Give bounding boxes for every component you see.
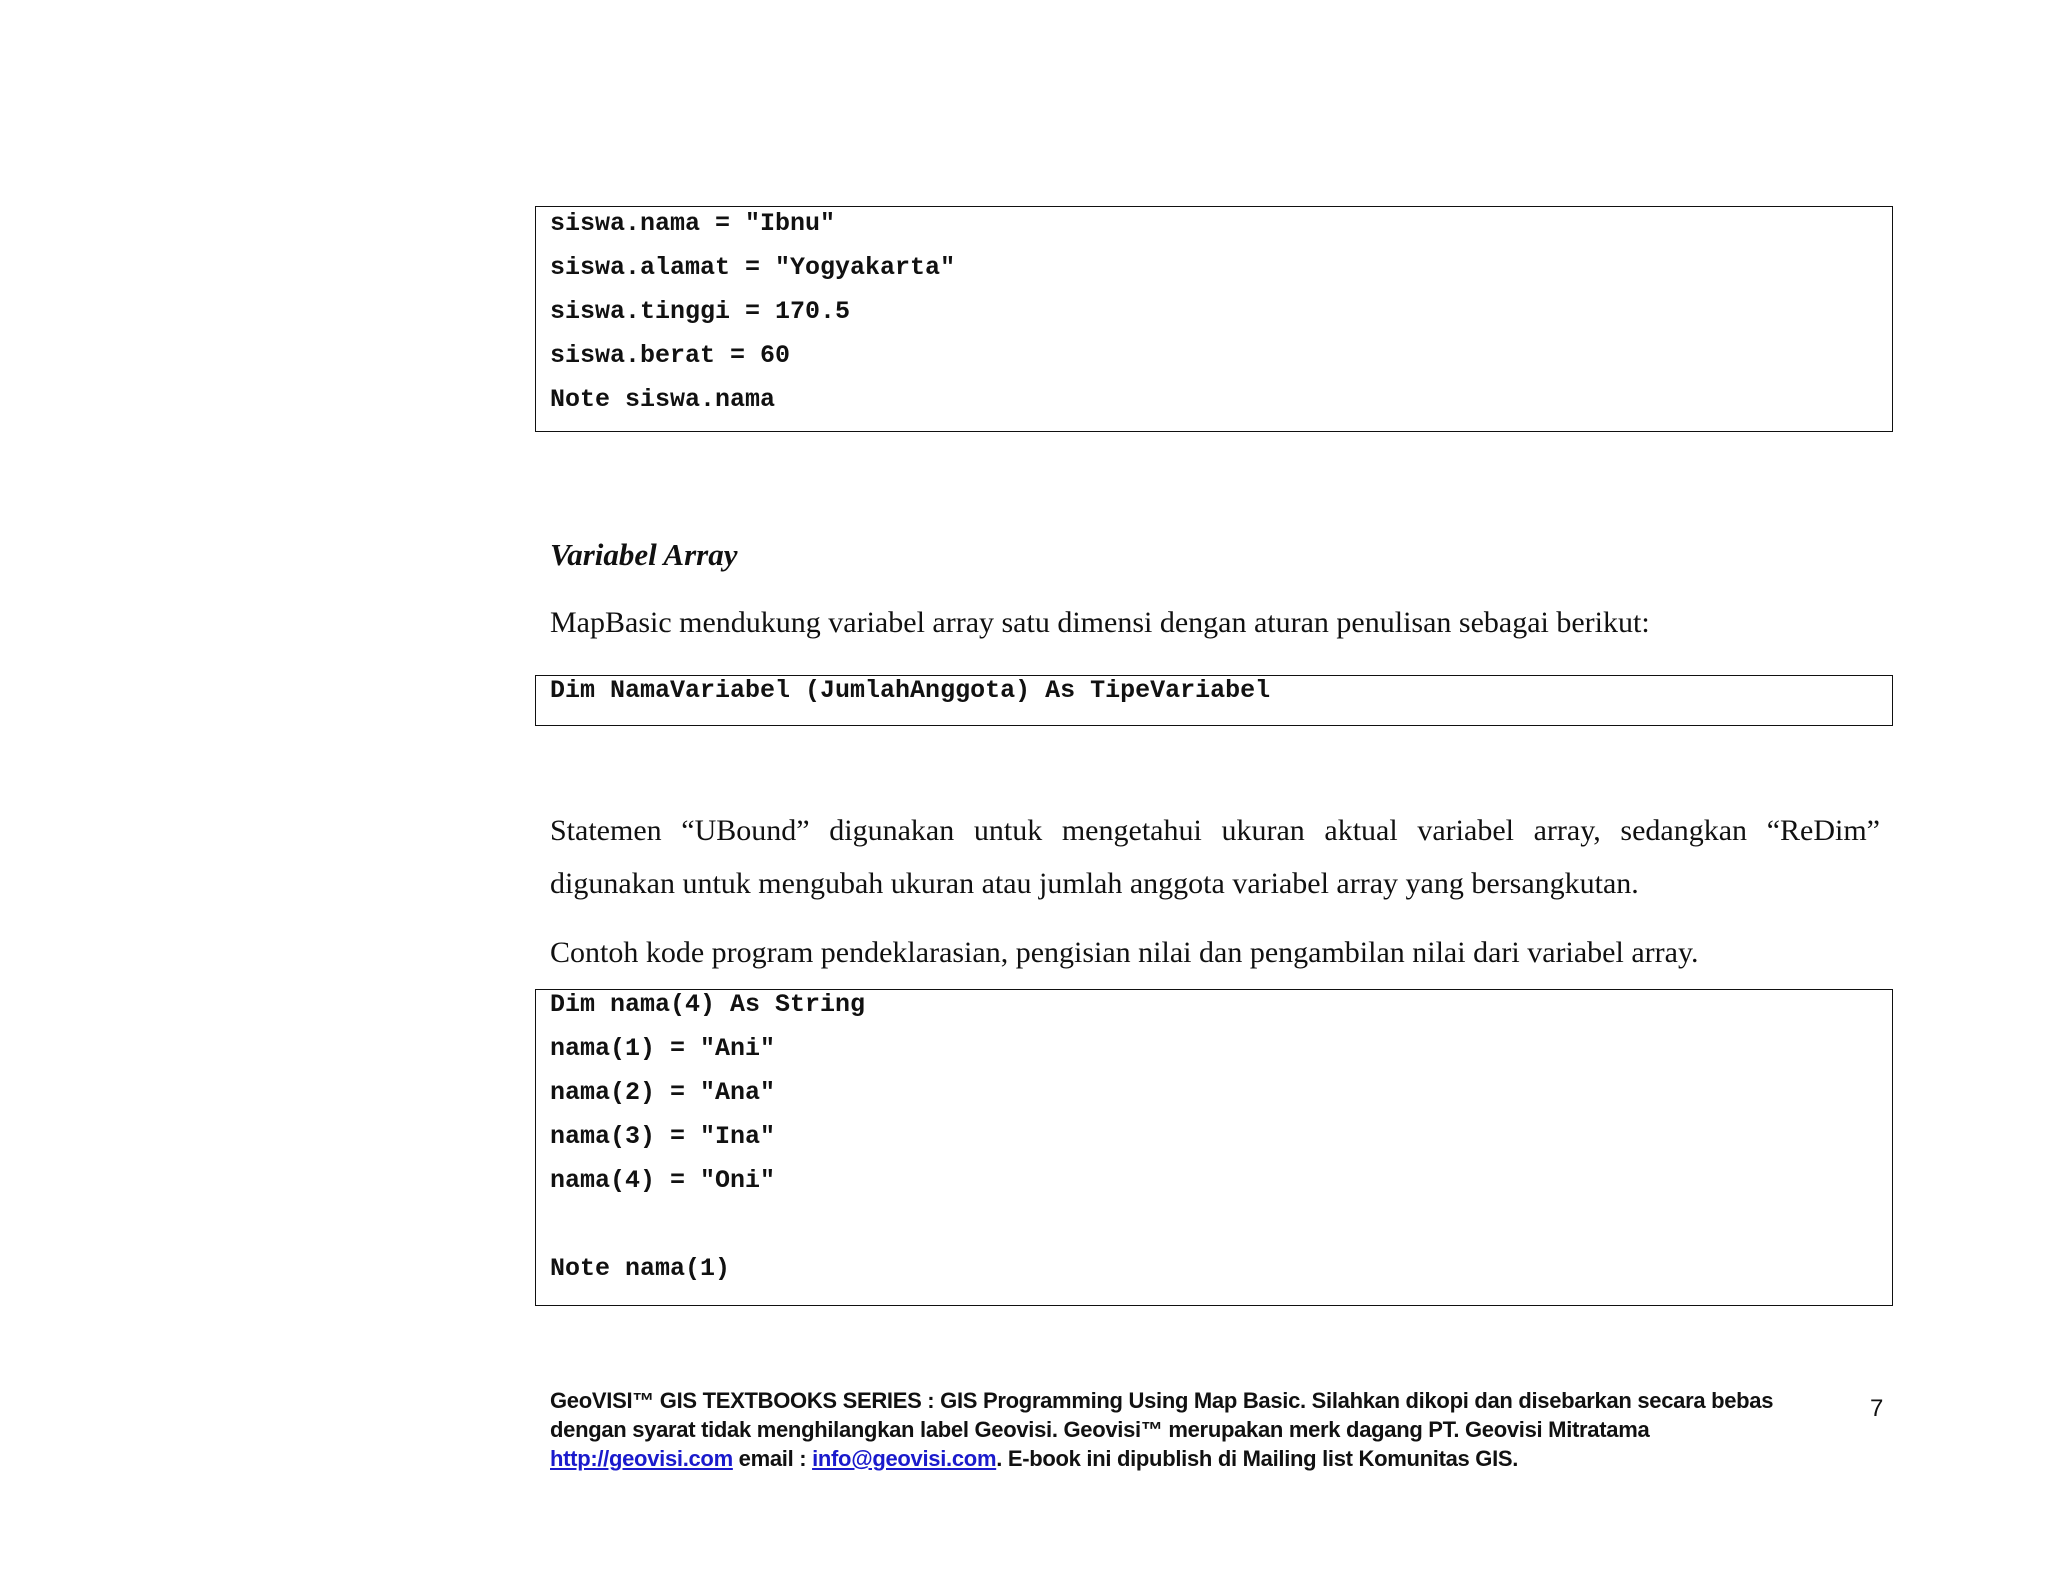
code-line: Dim nama(4) As String — [550, 990, 866, 1019]
code-line: siswa.tinggi = 170.5 — [550, 297, 851, 326]
section-heading: Variabel Array — [550, 537, 738, 572]
code-line: nama(4) = "Oni" — [550, 1166, 776, 1195]
footer-line-2: dengan syarat tidak menghilangkan label Geovisi. Geovisi™ merupakan merk dagang PT. Geovisi Mitratama — [550, 1417, 1650, 1442]
intro-paragraph: MapBasic mendukung variabel array satu dimensi dengan aturan penulisan sebagai berikut: — [550, 606, 1650, 639]
ubound-paragraph-line-2: digunakan untuk mengubah ukuran atau jumlah anggota variabel array yang bersangkutan. — [550, 867, 1639, 900]
code-line: siswa.nama = "Ibnu" — [550, 209, 836, 238]
code-line: nama(3) = "Ina" — [550, 1122, 776, 1151]
ubound-paragraph-line-1: Statemen “UBound” digunakan untuk mengetahui ukuran aktual variabel array, sedangkan “ReDim” — [550, 814, 1880, 847]
page-number: 7 — [1870, 1395, 1884, 1422]
code-block-array-example — [535, 989, 1893, 1306]
code-line: siswa.alamat = "Yogyakarta" — [550, 253, 956, 282]
code-block-struct — [535, 206, 1893, 432]
footer-line-3 — [550, 1444, 1518, 1474]
code-line: nama(2) = "Ana" — [550, 1078, 776, 1107]
website-link[interactable]: http://geovisi.com — [550, 1446, 733, 1471]
email-label: email : — [732, 1446, 813, 1471]
code-line: Note siswa.nama — [550, 385, 776, 414]
example-paragraph: Contoh kode program pendeklarasian, pengisian nilai dan pengambilan nilai dari variabel array. — [550, 936, 1699, 969]
code-line: siswa.berat = 60 — [550, 341, 791, 370]
code-line: Note nama(1) — [550, 1254, 731, 1283]
code-line: Dim NamaVariabel (JumlahAnggota) As TipeVariabel — [550, 676, 1271, 705]
footer-line-3-rest: . E-book ini dipublish di Mailing list Komunitas GIS. — [996, 1446, 1519, 1471]
footer-line-1: GeoVISI™ GIS TEXTBOOKS SERIES : GIS Programming Using Map Basic. Silahkan dikopi dan disebarkan secara bebas — [550, 1388, 1774, 1413]
code-block-syntax — [535, 675, 1893, 726]
email-link[interactable]: info@geovisi.com — [812, 1446, 997, 1471]
code-line: nama(1) = "Ani" — [550, 1034, 776, 1063]
